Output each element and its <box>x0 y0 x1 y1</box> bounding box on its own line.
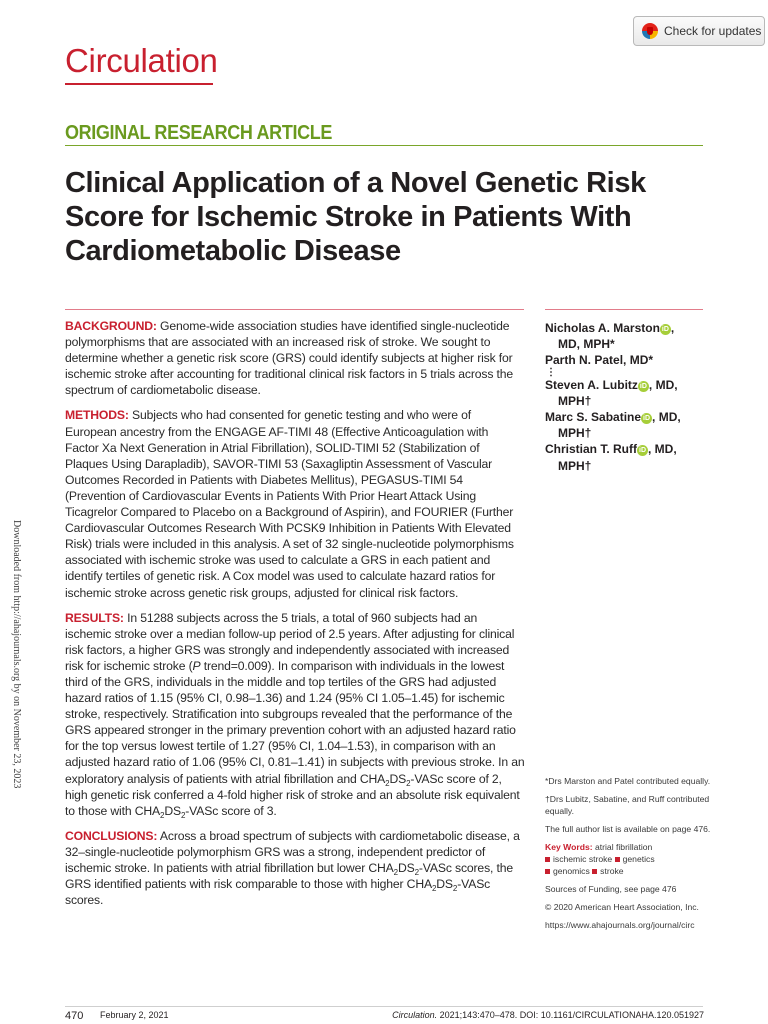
keyword[interactable]: atrial fibrillation <box>594 842 653 852</box>
author-name: Steven A. Lubitz <box>545 377 638 392</box>
abstract <box>65 318 525 917</box>
results-text-6: -VASc score of 3. <box>185 803 277 818</box>
abstract-results <box>65 610 525 819</box>
results-label: RESULTS: <box>65 610 124 625</box>
background-text: Genome-wide association studies have identified single-nucleotide polymorphisms that are associated with an increased risk of stroke. We sought to determine whether a genetic risk score (GRS) could identify subjects at higher risk for ischemic stroke after accounting for traditional clinical risk factors in 5 trials across the spectrum of cardiometabolic disease. <box>65 319 514 398</box>
author-name: Christian T. Ruff <box>545 442 637 457</box>
abstract-background <box>65 318 525 398</box>
conclusions-text-4: DS <box>436 877 453 892</box>
equal-contribution-note-2: †Drs Lubitz, Sabatine, and Ruff contributed equally. <box>545 794 710 816</box>
orcid-icon[interactable]: iD <box>643 415 651 423</box>
keyword[interactable]: genetics <box>622 854 655 864</box>
results-text-1: In 51288 subjects across the 5 trials, a total of 960 subjects had an ischemic stroke over a median follow-up period of 2.5 years. After adjusting for clinical risk factors, a higher GRS was strongly and independently associated with increased risk for ischemic stroke ( <box>65 610 515 673</box>
conclusions-text-1: Across a broad spectrum of subjects with cardiometabolic disease, a 32–single-nucleotide polymorphism GRS was a strong, independent predictor of ischemic stroke. In patients with atrial fibrillation but lower CHA <box>65 828 520 875</box>
bullet-icon <box>545 857 550 862</box>
author-name: Marc S. Sabatine <box>545 410 642 425</box>
orcid-icon[interactable]: iD <box>639 447 646 455</box>
results-text-3: DS <box>389 771 407 786</box>
copyright: © 2020 American Heart Association, Inc. <box>545 902 699 912</box>
journal-url[interactable]: https://www.ahajournals.org/journal/circ <box>545 920 695 930</box>
equal-contribution-note-1: *Drs Marston and Patel contributed equally. <box>545 776 711 786</box>
subscript: 2 <box>431 884 437 894</box>
bullet-icon <box>592 869 597 874</box>
author-degree: , MD, <box>652 410 681 425</box>
subscript: 2 <box>385 778 390 788</box>
orcid-icon[interactable]: iD <box>661 326 669 333</box>
author-ellipsis: ⋮ <box>546 366 556 378</box>
abstract-conclusions <box>65 828 525 908</box>
author-degree-2: MPH† <box>558 393 592 408</box>
side-notes <box>545 775 715 937</box>
results-text-2: trend=0.009). In comparison with individuals in the lowest third of the GRS, individuals in the middle and top tertiles of the GRS had adjusted hazard ratios of 1.15 (95% CI, 0.98–1.36) and 1.24 (95% CI 1.05–1.45) for ischemic stroke, respectively. Stratification into subgroups revealed that the performance of the GRS appeared stronger in the primary prevention cohort with an adjusted hazard ratio for the top versus lowest tertile of 1.27 (95% CI, 1.04–1.53), in comparison with an adjusted hazard ratio of 1.06 (95% CI, 0.81–1.41) in subjects with previous stroke. In an exploratory analysis of patients with atrial fibrillation and CHA <box>65 658 525 786</box>
journal-underline <box>65 83 213 85</box>
keyword[interactable]: ischemic stroke <box>553 854 613 864</box>
methods-label: METHODS: <box>65 408 129 423</box>
abstract-rule <box>65 309 524 310</box>
conclusions-text-5: -VASc scores. <box>65 877 491 908</box>
article-type: ORIGINAL RESEARCH ARTICLE <box>65 122 333 144</box>
abstract-methods <box>65 407 525 600</box>
subscript: 2 <box>406 778 411 788</box>
footer-rule <box>65 1006 703 1007</box>
subscript: 2 <box>393 868 398 877</box>
download-watermark: Downloaded from http://ahajournals.org by on November 23, 2023 <box>11 520 22 789</box>
footer-citation <box>392 1010 704 1020</box>
author-list <box>545 320 720 474</box>
subscript: 2 <box>160 810 165 820</box>
methods-text: Subjects who had consented for genetic testing and who were of European ancestry from the ENGAGE AF-TIMI 48 (Effective Anticoagulation with Factor Xa Next Generation in Atrial Fibrillation), SOLID-TIMI 52 (Stabilization of Plaques Using Darapladib), SAVOR-TIMI 53 (Saxagliptin Assessment of Vascular Outcomes Recorded in Patients with Diabetes Mellitus), PEGASUS-TIMI 54 (Prevention of Cardiovascular Events in Patients With Prior Heart Attack Using Ticagrelor Compared to Placebo on a Background of Aspirin), and FOURIER (Further Cardiovascular Outcomes Research With PCSK9 Inhibition in Patients With Elevated Risk) trials were included in this analysis. A set of 32 single-nucleotide polymorphisms associated with ischemic stroke was used to calculate a GRS in each patient and identify tertiles of genetic risk. A Cox model was used to calculate hazard ratios for ischemic stroke across genetic risk groups, adjusted for clinical risk factors. <box>65 408 514 600</box>
conclusions-label: CONCLUSIONS: <box>65 828 158 843</box>
check-for-updates-label: Check for updates <box>664 24 762 38</box>
authors-rule <box>545 309 703 310</box>
check-for-updates-button[interactable] <box>633 16 765 46</box>
keywords-label: Key Words: <box>545 842 593 852</box>
author-patel[interactable] <box>545 352 720 368</box>
orcid-icon[interactable]: iD <box>639 382 647 390</box>
bullet-icon <box>545 869 550 874</box>
author-degree: , MD, <box>648 442 677 457</box>
author-lubitz[interactable] <box>545 377 720 409</box>
footer-doi: 2021;143:470–478. DOI: 10.1161/CIRCULATIONAHA.120.051927 <box>437 1010 704 1020</box>
article-type-rule <box>65 145 703 146</box>
conclusions-text-2: DS <box>397 861 415 875</box>
keyword[interactable]: stroke <box>600 866 624 876</box>
results-p-symbol: P <box>192 658 201 673</box>
conclusions-text-3: -VASc scores, the GRS identified patients with risk comparable to those with higher CHA <box>65 861 513 892</box>
background-label: BACKGROUND: <box>65 319 157 333</box>
author-degree-2: MPH† <box>558 426 592 441</box>
subscript: 2 <box>452 884 458 894</box>
subscript: 2 <box>414 868 419 877</box>
author-name: Parth N. Patel, MD* <box>545 353 654 368</box>
author-degree-2: MPH† <box>558 458 592 473</box>
author-degree: MD, MPH* <box>558 337 615 352</box>
crossmark-icon <box>642 23 658 39</box>
footer-journal: Circulation. <box>392 1010 438 1020</box>
page-number: 470 <box>65 1010 84 1022</box>
author-ruff[interactable] <box>545 441 720 473</box>
issue-date: February 2, 2021 <box>100 1010 169 1020</box>
author-degree: , MD, <box>648 377 678 392</box>
article-title: Clinical Application of a Novel Genetic Risk Score for Ischemic Stroke in Patients With Cardiometabolic Disease <box>65 167 646 267</box>
subscript: 2 <box>180 810 186 820</box>
journal-name: Circulation <box>65 42 218 79</box>
funding-note: Sources of Funding, see page 476 <box>545 884 677 894</box>
author-sabatine[interactable] <box>545 409 720 441</box>
bullet-icon <box>615 857 620 862</box>
author-list-note: The full author list is available on page 476. <box>545 824 711 834</box>
keyword[interactable]: genomics <box>553 866 590 876</box>
author-name: Nicholas A. Marston <box>545 321 660 335</box>
results-text-5: DS <box>164 803 181 818</box>
keywords <box>545 841 715 877</box>
results-text-4: -VASc score of 2, high genetic risk conferred a 4-fold higher risk of stroke and an absolute risk equivalent to those with CHA <box>65 771 520 818</box>
author-marston[interactable]: Nicholas A. Marston iD , MD, MPH* <box>545 320 720 352</box>
